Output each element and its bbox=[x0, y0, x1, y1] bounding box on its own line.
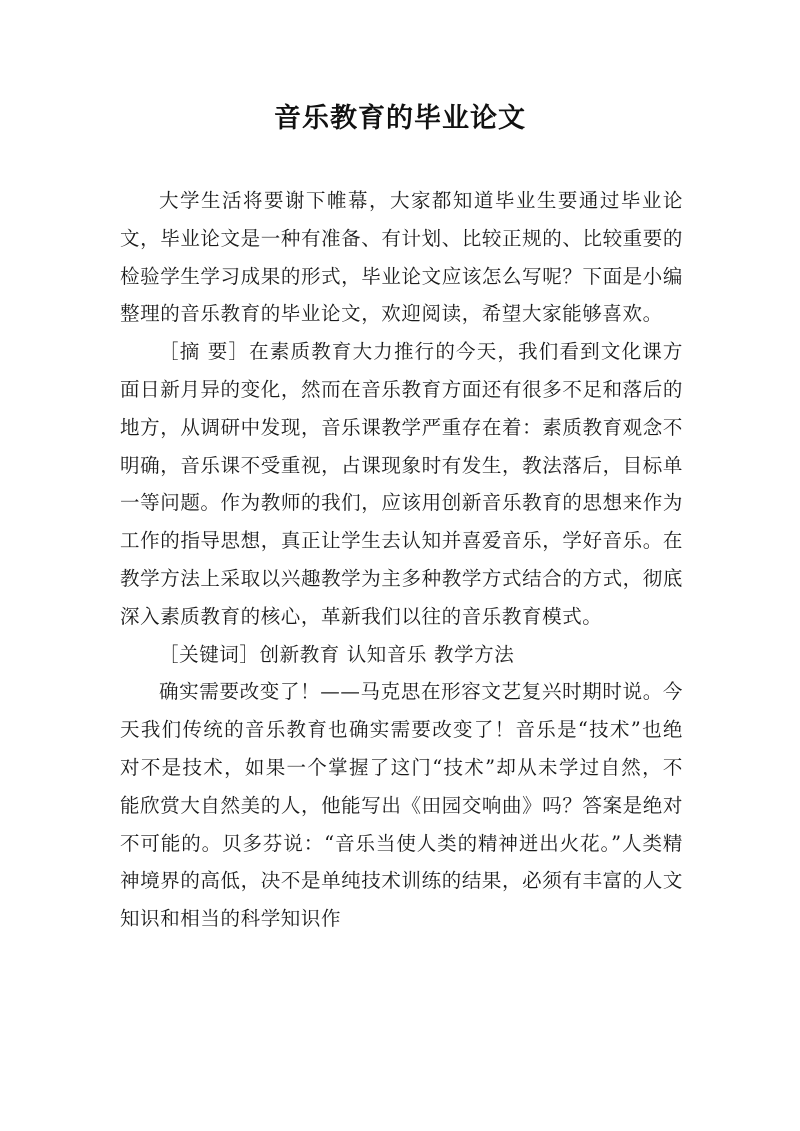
document-body bbox=[120, 182, 683, 938]
paragraph-abstract: ［摘 要］在素质教育大力推行的今天，我们看到文化课方面日新月异的变化，然而在音乐教育方面还有很多不足和落后的地方，从调研中发现，音乐课教学严重存在着：素质教育观念不明确，音乐课不受重视，占课现象时有发生，教法落后，目标单一等问题。作为教师的我们，应该用创新音乐教育的思想来作为工作的指导思想，真正让学生去认知并喜爱音乐，学好音乐。在教学方法上采取以兴趣教学为主多种教学方式结合的方式，彻底深入素质教育的核心，革新我们以往的音乐教育模式。 bbox=[120, 340, 683, 628]
paragraph-body: 确实需要改变了！——马克思在形容文艺复兴时期时说。今天我们传统的音乐教育也确实需要改变了！音乐是“技术”也绝对不是技术，如果一个掌握了这门“技术”却从未学过自然，不能欣赏大自然美的人，他能写出《田园交响曲》吗？答案是绝对不可能的。贝多芬说：“音乐当使人类的精神迸出火花。”人类精神境界的高低，决不是单纯技术训练的结果，必须有丰富的人文知识和相当的科学知识作 bbox=[120, 680, 683, 931]
paragraph-intro: 大学生活将要谢下帷幕，大家都知道毕业生要通过毕业论文，毕业论文是一种有准备、有计划、比较正规的、比较重要的检验学生学习成果的形式，毕业论文应该怎么写呢？下面是小编整理的音乐教育的毕业论文，欢迎阅读，希望大家能够喜欢。 bbox=[120, 189, 683, 326]
paragraph-keywords: ［关键词］创新教育 认知音乐 教学方法 bbox=[159, 642, 515, 666]
document-title: 音乐教育的毕业论文 bbox=[274, 103, 526, 134]
